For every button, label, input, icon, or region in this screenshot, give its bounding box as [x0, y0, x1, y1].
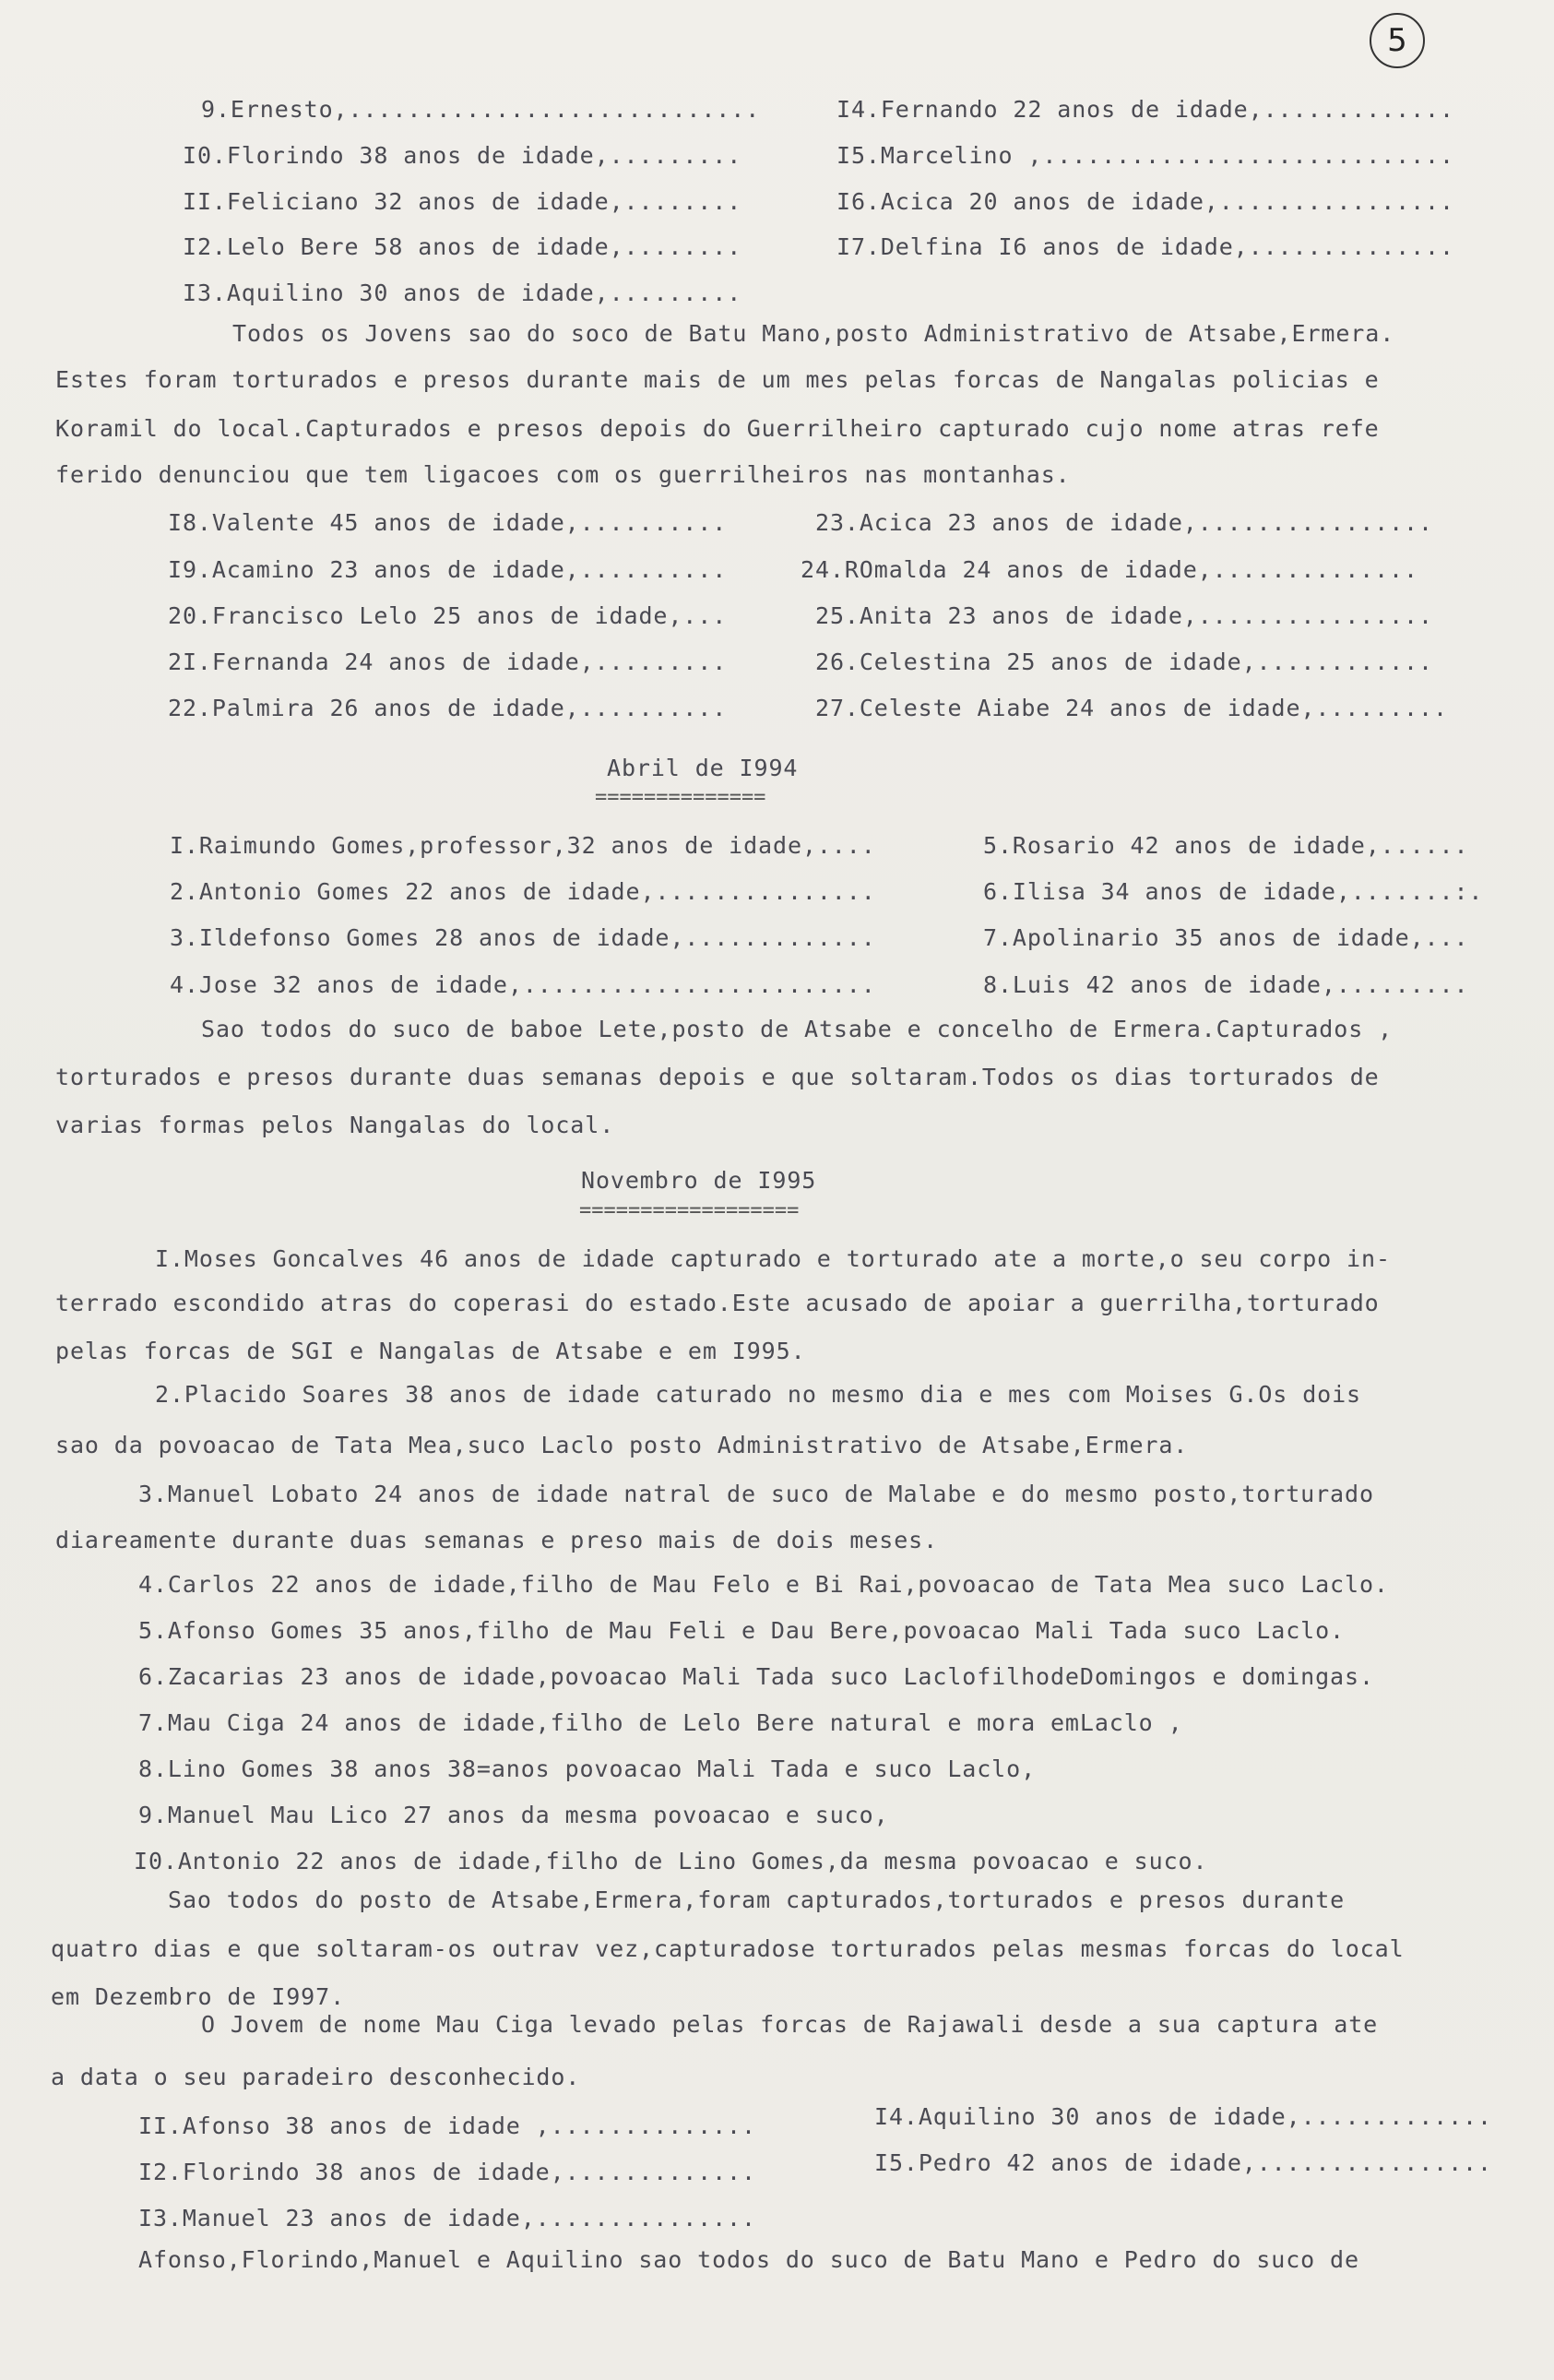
list-item: I3.Manuel 23 anos de idade,............... [138, 2205, 756, 2231]
list-item: 3.Ildefonso Gomes 28 anos de idade,............. [170, 924, 876, 951]
list-item: I.Raimundo Gomes,professor,32 anos de idade,.... [170, 832, 876, 859]
list-item: 26.Celestina 25 anos de idade,............ [815, 649, 1433, 675]
page-number: 5 [1387, 22, 1407, 59]
paragraph-line: Sao todos do suco de baboe Lete,posto de Atsabe e concelho de Ermera.Capturados , [201, 1016, 1394, 1042]
paragraph-line: torturados e presos durante duas semanas depois e que soltaram.Todos os dias torturados de [55, 1064, 1380, 1090]
list-item: I2.Lelo Bere 58 anos de idade,........ [183, 233, 742, 260]
paragraph-line: 3.Manuel Lobato 24 anos de idade natral de suco de Malabe e do mesmo posto,torturado [138, 1481, 1374, 1507]
paragraph-line: terrado escondido atras do coperasi do estado.Este acusado de apoiar a guerrilha,torturado [55, 1290, 1380, 1316]
paragraph-line: Todos os Jovens sao do soco de Batu Mano,posto Administrativo de Atsabe,Ermera. [232, 320, 1395, 347]
paragraph-line: 6.Zacarias 23 anos de idade,povoacao Mali Tada suco LaclofilhodeDomingos e domingas. [138, 1663, 1374, 1690]
list-item: I5.Marcelino ,............................ [836, 142, 1454, 169]
paragraph-line: quatro dias e que soltaram-os outrav vez,capturadose torturados pelas mesmas forcas do local [51, 1935, 1405, 1962]
paragraph-line: varias formas pelos Nangalas do local. [55, 1112, 615, 1138]
paragraph-line: ferido denunciou que tem ligacoes com os guerrilheiros nas montanhas. [55, 461, 1071, 488]
paragraph-line: Sao todos do posto de Atsabe,Ermera,foram capturados,torturados e presos durante [168, 1886, 1346, 1913]
list-item: 24.ROmalda 24 anos de idade,.............. [801, 556, 1418, 583]
list-item: 4.Jose 32 anos de idade,........................ [170, 971, 876, 998]
paragraph-line: 8.Lino Gomes 38 anos 38=anos povoacao Mali Tada e suco Laclo, [138, 1755, 1037, 1782]
list-item: 2I.Fernanda 24 anos de idade,......... [168, 649, 728, 675]
paragraph-line: sao da povoacao de Tata Mea,suco Laclo posto Administrativo de Atsabe,Ermera. [55, 1432, 1189, 1458]
list-item: 25.Anita 23 anos de idade,................ [815, 602, 1433, 629]
paragraph-line: 7.Mau Ciga 24 anos de idade,filho de Lelo Bere natural e mora emLaclo , [138, 1709, 1183, 1736]
list-item: I2.Florindo 38 anos de idade,............. [138, 2159, 756, 2185]
list-item: I3.Aquilino 30 anos de idade,......... [183, 280, 742, 306]
list-item: II.Afonso 38 anos de idade ,.............. [138, 2112, 756, 2139]
list-item: I0.Florindo 38 anos de idade,......... [183, 142, 742, 169]
paragraph-line: O Jovem de nome Mau Ciga levado pelas forcas de Rajawali desde a sua captura ate [201, 2011, 1379, 2038]
paragraph-line: 4.Carlos 22 anos de idade,filho de Mau Felo e Bi Rai,povoacao de Tata Mea suco Laclo. [138, 1571, 1389, 1598]
list-item: 22.Palmira 26 anos de idade,.......... [168, 695, 728, 721]
list-item: 20.Francisco Lelo 25 anos de idade,... [168, 602, 728, 629]
paragraph-line: I0.Antonio 22 anos de idade,filho de Lino Gomes,da mesma povoacao e suco. [134, 1848, 1208, 1874]
paragraph-line: em Dezembro de I997. [51, 1983, 346, 2010]
paragraph-line: 9.Manuel Mau Lico 27 anos da mesma povoacao e suco, [138, 1802, 889, 1828]
paragraph-line: 2.Placido Soares 38 anos de idade caturado no mesmo dia e mes com Moises G.Os dois [155, 1381, 1362, 1408]
section-heading: Abril de I994 [607, 755, 799, 781]
list-item: I7.Delfina I6 anos de idade,.............. [836, 233, 1454, 260]
paragraph-line: a data o seu paradeiro desconhecido. [51, 2064, 581, 2090]
paragraph-line: pelas forcas de SGI e Nangalas de Atsabe e em I995. [55, 1338, 806, 1364]
list-item: I4.Aquilino 30 anos de idade,............. [874, 2103, 1492, 2130]
section-heading: Novembro de I995 [581, 1167, 817, 1194]
list-item: I9.Acamino 23 anos de idade,.......... [168, 556, 728, 583]
list-item: 6.Ilisa 34 anos de idade,.......:. [983, 878, 1484, 905]
list-item: 5.Rosario 42 anos de idade,...... [983, 832, 1469, 859]
list-item: I6.Acica 20 anos de idade,................ [836, 188, 1454, 215]
list-item: 9.Ernesto,............................ [201, 96, 761, 123]
list-item: 2.Antonio Gomes 22 anos de idade,............... [170, 878, 876, 905]
paragraph-line: 5.Afonso Gomes 35 anos,filho de Mau Feli e Dau Bere,povoacao Mali Tada suco Laclo. [138, 1617, 1346, 1644]
list-item: 7.Apolinario 35 anos de idade,... [983, 924, 1469, 951]
paragraph-line: Estes foram torturados e presos durante mais de um mes pelas forcas de Nangalas policias e [55, 366, 1380, 393]
list-item: I8.Valente 45 anos de idade,.......... [168, 509, 728, 536]
heading-underline: ============== [595, 786, 766, 809]
list-item: 27.Celeste Aiabe 24 anos de idade,......... [815, 695, 1448, 721]
list-item: II.Feliciano 32 anos de idade,........ [183, 188, 742, 215]
list-item: I4.Fernando 22 anos de idade,............. [836, 96, 1454, 123]
list-item: I5.Pedro 42 anos de idade,................ [874, 2149, 1492, 2176]
paragraph-line: I.Moses Goncalves 46 anos de idade capturado e torturado ate a morte,o seu corpo in- [155, 1245, 1391, 1272]
page-number-circle [1370, 13, 1425, 68]
paragraph-line: Afonso,Florindo,Manuel e Aquilino sao todos do suco de Batu Mano e Pedro do suco de [138, 2246, 1359, 2273]
list-item: 23.Acica 23 anos de idade,................ [815, 509, 1433, 536]
paragraph-line: Koramil do local.Capturados e presos depois do Guerrilheiro capturado cujo nome atras refe [55, 415, 1380, 442]
list-item: 8.Luis 42 anos de idade,......... [983, 971, 1469, 998]
heading-underline: ================== [579, 1199, 800, 1222]
paragraph-line: diareamente durante duas semanas e preso mais de dois meses. [55, 1527, 939, 1553]
